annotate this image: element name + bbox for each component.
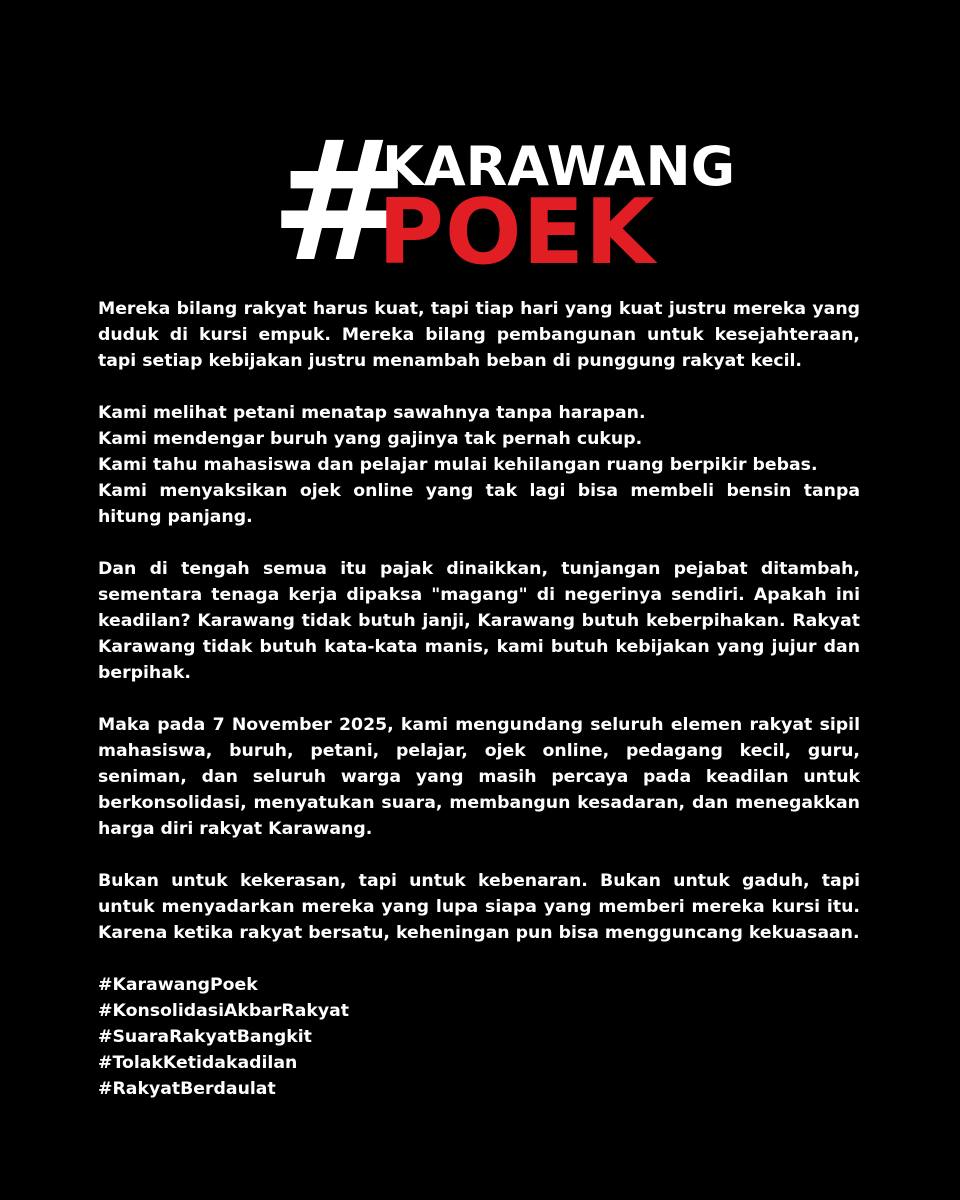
title-logo [270,106,736,299]
hashtag-item: #KonsolidasiAkbarRakyat [98,1001,350,1021]
paragraph-invitation: Maka pada 7 November 2025, kami mengundang seluruh elemen rakyat sipil mahasiswa, buruh, petani, pelajar, ojek online, pedagang kecil, guru, seniman, dan seluruh warga yang masih percaya pada keadilan untuk berkonsolidasi, menyatukan suara, membangun kesadaran, dan menegakkan harga diri rakyat Karawang. [98,715,860,839]
paragraph-intro: Mereka bilang rakyat harus kuat, tapi tiap hari yang kuat justru mereka yang duduk di kursi empuk. Mereka bilang pembangunan untuk kesejahteraan, tapi setiap kebijakan justru menambah beban di punggung rakyat kecil. [98,299,860,371]
hashtag-list [98,972,860,1102]
title-karawang: KARAWANG [382,135,736,198]
hashtag-symbol: # [270,106,406,299]
hashtag-item: #RakyatBerdaulat [98,1079,276,1099]
hashtag-item: #SuaraRakyatBangkit [98,1027,312,1047]
witness-line-ojek: Kami menyaksikan ojek online yang tak lagi bisa membeli bensin tanpa hitung panjang. [98,481,860,527]
witness-line-students: Kami tahu mahasiswa dan pelajar mulai kehilangan ruang berpikir bebas. [98,455,818,475]
title-poek: POEK [378,180,656,285]
hashtag-item: #KarawangPoek [98,975,258,995]
statement-body [98,296,860,1102]
hashtag-item: #TolakKetidakadilan [98,1053,298,1073]
paragraph-closing: Bukan untuk kekerasan, tapi untuk kebenaran. Bukan untuk gaduh, tapi untuk menyadarkan mereka yang lupa siapa yang memberi mereka kursi itu. Karena ketika rakyat bersatu, keheningan pun bisa mengguncang kekuasaan. [98,871,860,943]
paragraph-witness [98,400,860,530]
witness-line-workers: Kami mendengar buruh yang gajinya tak pernah cukup. [98,429,643,449]
paragraph-injustice: Dan di tengah semua itu pajak dinaikkan, tunjangan pejabat ditambah, sementara tenaga kerja dipaksa "magang" di negerinya sendiri. Apakah ini keadilan? Karawang tidak butuh janji, Karawang butuh keberpihakan. Rakyat Karawang tidak butuh kata-kata manis, kami butuh kebijakan yang jujur dan berpihak. [98,559,860,683]
witness-line-farmers: Kami melihat petani menatap sawahnya tanpa harapan. [98,403,646,423]
